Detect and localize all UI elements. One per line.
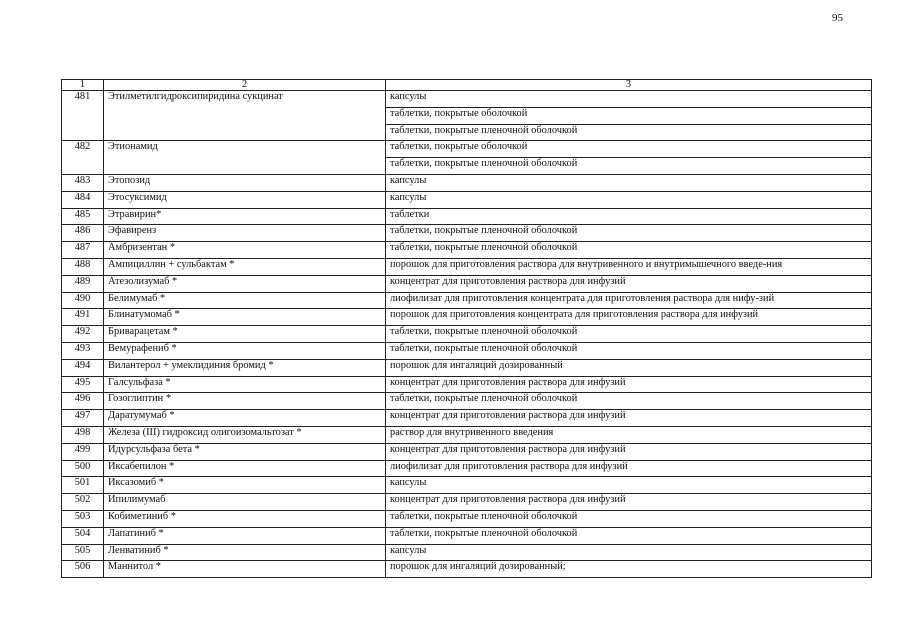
dosage-form: концентрат для приготовления раствора для инфузий	[386, 410, 872, 427]
dosage-form: концентрат для приготовления раствора для инфузий	[386, 275, 872, 292]
table-row	[62, 561, 872, 578]
drug-name: Вемурафениб *	[104, 342, 386, 359]
dosage-form: таблетки, покрытые пленочной оболочкой	[386, 158, 872, 175]
dosage-form: таблетки, покрытые пленочной оболочкой	[386, 326, 872, 343]
row-number: 506	[62, 561, 104, 578]
table-row	[62, 544, 872, 561]
row-number: 483	[62, 174, 104, 191]
row-number: 488	[62, 258, 104, 275]
table-row	[62, 225, 872, 242]
row-number: 496	[62, 393, 104, 410]
row-number: 493	[62, 342, 104, 359]
dosage-form: концентрат для приготовления раствора для инфузий	[386, 494, 872, 511]
dosage-form: порошок для ингаляций дозированный	[386, 359, 872, 376]
drug-name: Этилметилгидроксипиридина сукцинат	[104, 91, 386, 141]
dosage-form: таблетки, покрытые оболочкой	[386, 107, 872, 124]
table-row	[62, 426, 872, 443]
dosage-form: капсулы	[386, 544, 872, 561]
table-row	[62, 242, 872, 259]
table-row	[62, 275, 872, 292]
header-col-3: 3	[386, 80, 872, 91]
row-number: 486	[62, 225, 104, 242]
table-row	[62, 342, 872, 359]
dosage-form: концентрат для приготовления раствора для инфузий	[386, 376, 872, 393]
row-number: 491	[62, 309, 104, 326]
row-number: 502	[62, 494, 104, 511]
dosage-form: капсулы	[386, 174, 872, 191]
table-row	[62, 477, 872, 494]
drug-name: Белимумаб *	[104, 292, 386, 309]
drug-name: Ипилимумаб	[104, 494, 386, 511]
row-number: 492	[62, 326, 104, 343]
header-col-1: 1	[62, 80, 104, 91]
drug-name: Этосуксимид	[104, 191, 386, 208]
drug-table	[61, 79, 872, 578]
dosage-form: таблетки	[386, 208, 872, 225]
table-row	[62, 91, 872, 108]
drug-name: Атезолизумаб *	[104, 275, 386, 292]
row-number: 504	[62, 527, 104, 544]
drug-name: Иксабепилон *	[104, 460, 386, 477]
drug-name: Иксазомиб *	[104, 477, 386, 494]
dosage-form: лиофилизат для приготовления раствора для инфузий	[386, 460, 872, 477]
drug-name: Амбризентан *	[104, 242, 386, 259]
drug-name: Блинатумомаб *	[104, 309, 386, 326]
row-number: 487	[62, 242, 104, 259]
drug-name: Маннитол *	[104, 561, 386, 578]
dosage-form: капсулы	[386, 477, 872, 494]
table-row	[62, 376, 872, 393]
table-row	[62, 191, 872, 208]
drug-name: Этравирин*	[104, 208, 386, 225]
drug-name: Даратумумаб *	[104, 410, 386, 427]
page-number: 95	[832, 12, 843, 24]
dosage-form: капсулы	[386, 91, 872, 108]
table-row	[62, 326, 872, 343]
header-col-2: 2	[104, 80, 386, 91]
table-row	[62, 258, 872, 275]
dosage-form: порошок для приготовления раствора для внутривенного и внутримышечного введе-ния	[386, 258, 872, 275]
dosage-form: таблетки, покрытые пленочной оболочкой	[386, 342, 872, 359]
table-row	[62, 174, 872, 191]
drug-name: Идурсульфаза бета *	[104, 443, 386, 460]
drug-name: Ленватиниб *	[104, 544, 386, 561]
table-row	[62, 410, 872, 427]
table-header-row	[62, 80, 872, 91]
row-number: 503	[62, 510, 104, 527]
drug-name: Ампициллин + сульбактам *	[104, 258, 386, 275]
row-number: 490	[62, 292, 104, 309]
drug-name: Эфавиренз	[104, 225, 386, 242]
row-number: 484	[62, 191, 104, 208]
dosage-form: таблетки, покрытые пленочной оболочкой	[386, 393, 872, 410]
dosage-form: таблетки, покрытые оболочкой	[386, 141, 872, 158]
row-number: 489	[62, 275, 104, 292]
row-number: 499	[62, 443, 104, 460]
dosage-form: таблетки, покрытые пленочной оболочкой	[386, 242, 872, 259]
row-number: 482	[62, 141, 104, 175]
drug-name: Этопозид	[104, 174, 386, 191]
dosage-form: капсулы	[386, 191, 872, 208]
row-number: 497	[62, 410, 104, 427]
table-row	[62, 208, 872, 225]
table-row	[62, 443, 872, 460]
row-number: 500	[62, 460, 104, 477]
row-number: 494	[62, 359, 104, 376]
table-row	[62, 141, 872, 158]
table-row	[62, 510, 872, 527]
dosage-form: таблетки, покрытые пленочной оболочкой	[386, 510, 872, 527]
row-number: 498	[62, 426, 104, 443]
row-number: 495	[62, 376, 104, 393]
drug-name: Железа (III) гидроксид олигоизомальтозат *	[104, 426, 386, 443]
row-number: 485	[62, 208, 104, 225]
dosage-form: концентрат для приготовления раствора для инфузий	[386, 443, 872, 460]
drug-name: Кобиметиниб *	[104, 510, 386, 527]
table-row	[62, 359, 872, 376]
drug-name: Вилантерол + умеклидиния бромид *	[104, 359, 386, 376]
row-number: 505	[62, 544, 104, 561]
table-row	[62, 309, 872, 326]
drug-name: Бриварацетам *	[104, 326, 386, 343]
table-row	[62, 460, 872, 477]
table-row	[62, 292, 872, 309]
table-row	[62, 393, 872, 410]
dosage-form: раствор для внутривенного введения	[386, 426, 872, 443]
drug-name: Этионамид	[104, 141, 386, 175]
dosage-form: порошок для ингаляций дозированный;	[386, 561, 872, 578]
drug-name: Гозоглиптин *	[104, 393, 386, 410]
dosage-form: таблетки, покрытые пленочной оболочкой	[386, 124, 872, 141]
row-number: 501	[62, 477, 104, 494]
row-number: 481	[62, 91, 104, 141]
drug-name: Галсульфаза *	[104, 376, 386, 393]
dosage-form: лиофилизат для приготовления концентрата для приготовления раствора для нифу-зий	[386, 292, 872, 309]
table-row	[62, 494, 872, 511]
dosage-form: таблетки, покрытые пленочной оболочкой	[386, 527, 872, 544]
dosage-form: таблетки, покрытые пленочной оболочкой	[386, 225, 872, 242]
table-row	[62, 527, 872, 544]
drug-name: Лапатиниб *	[104, 527, 386, 544]
dosage-form: порошок для приготовления концентрата для приготовления раствора для инфузий	[386, 309, 872, 326]
